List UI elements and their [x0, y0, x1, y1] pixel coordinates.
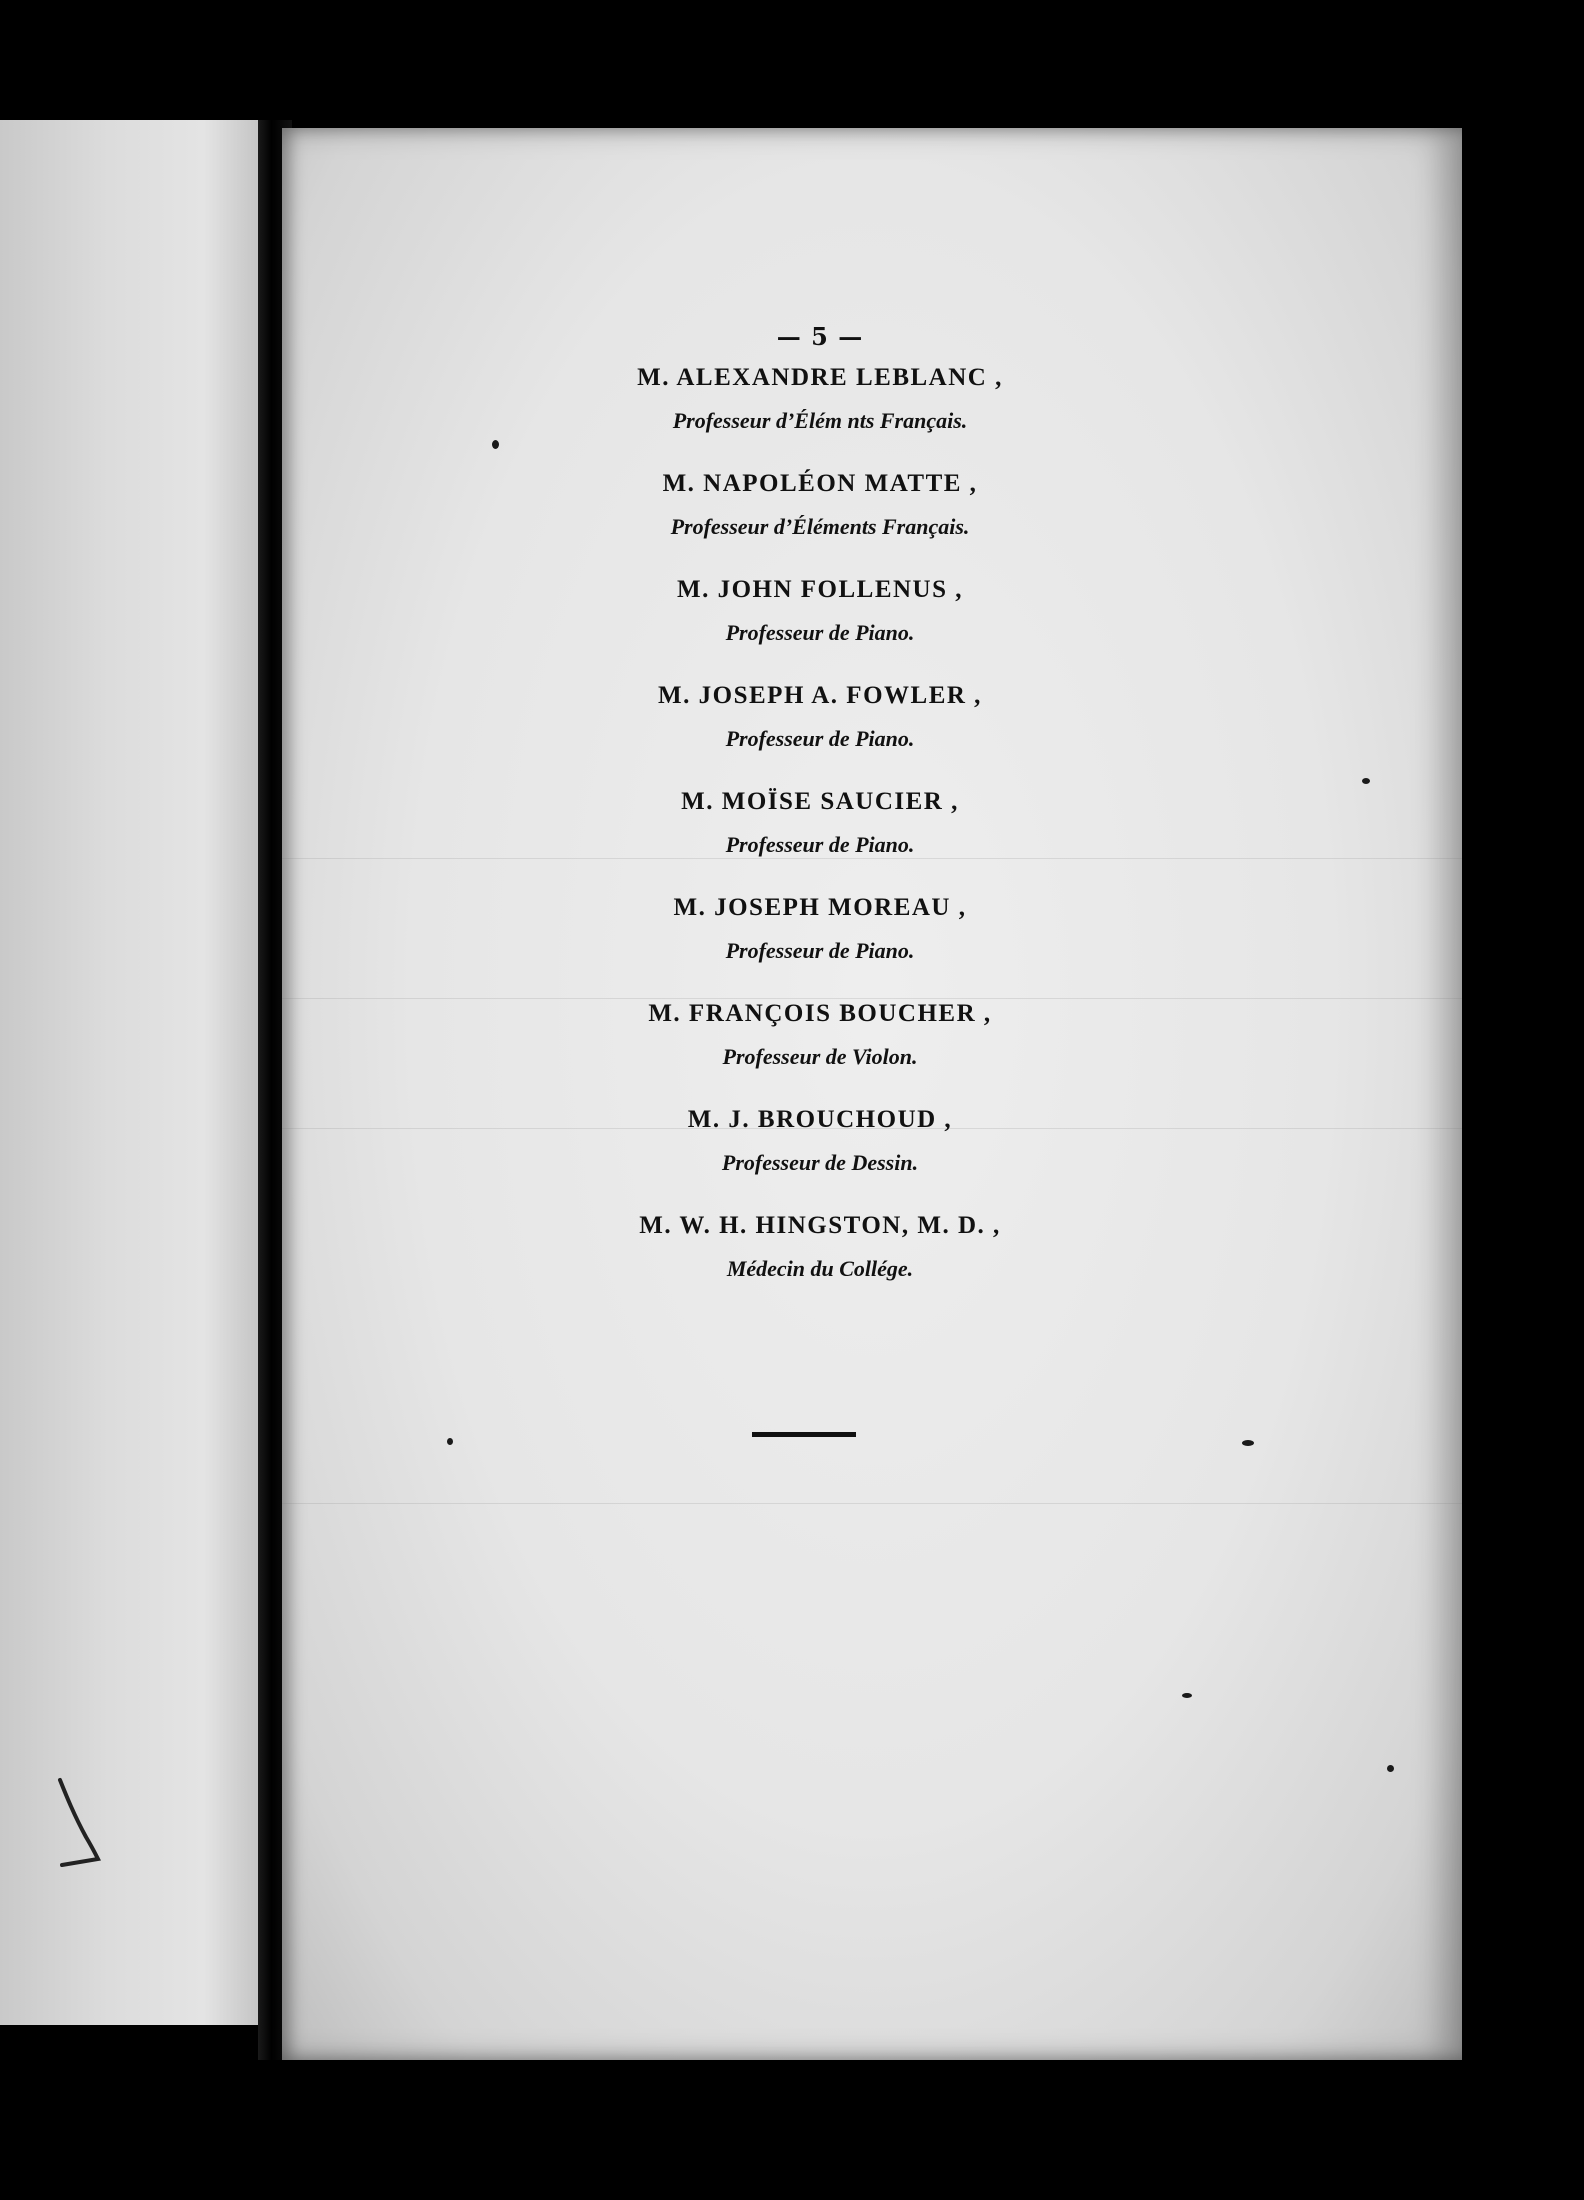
list-item [540, 1204, 1100, 1310]
person-title: Professeur d’Élém nts Français. [672, 408, 968, 433]
person-name: M. MOÏSE SAUCIER , [681, 788, 959, 815]
ink-speck [1362, 778, 1370, 784]
person-title: Professeur de Piano. [725, 726, 915, 751]
facing-page-edge [0, 120, 272, 2025]
ink-speck [1387, 1765, 1394, 1772]
person-name: M. JOHN FOLLENUS , [676, 576, 964, 603]
list-item [540, 780, 1100, 886]
list-item [540, 1098, 1100, 1204]
closing-rule [752, 1432, 856, 1437]
person-name: M. NAPOLÉON MATTE , [662, 470, 978, 497]
person-name: M. JOSEPH MOREAU , [673, 894, 967, 921]
person-title: Professeur de Dessin. [721, 1150, 919, 1175]
faculty-list [540, 318, 1100, 1310]
person-title: Médecin du Collége. [726, 1256, 914, 1281]
page-number: — 5 — [776, 322, 864, 351]
person-name: M. W. H. HINGSTON, M. D. , [639, 1212, 1001, 1239]
ink-speck [1242, 1440, 1254, 1446]
list-item [540, 886, 1100, 992]
paper-crease [282, 1503, 1462, 1504]
ink-speck [492, 440, 499, 449]
list-item [540, 356, 1100, 462]
person-title: Professeur de Piano. [725, 832, 915, 857]
list-item [540, 992, 1100, 1098]
ink-speck [1182, 1693, 1192, 1698]
person-name: M. FRANÇOIS BOUCHER , [648, 1000, 992, 1027]
list-item [540, 462, 1100, 568]
person-title: Professeur de Piano. [725, 620, 915, 645]
person-title: Professeur de Piano. [725, 938, 915, 963]
list-item [540, 568, 1100, 674]
person-name: M. J. BROUCHOUD , [687, 1106, 953, 1133]
list-item [540, 674, 1100, 780]
ink-speck [447, 1438, 453, 1445]
person-title: Professeur de Violon. [722, 1044, 918, 1069]
pencil-bracket-mark [52, 1775, 108, 1870]
person-name: M. ALEXANDRE LEBLANC , [637, 364, 1003, 391]
person-name: M. JOSEPH A. FOWLER , [658, 682, 982, 709]
person-title: Professeur d’Éléments Français. [670, 514, 970, 539]
